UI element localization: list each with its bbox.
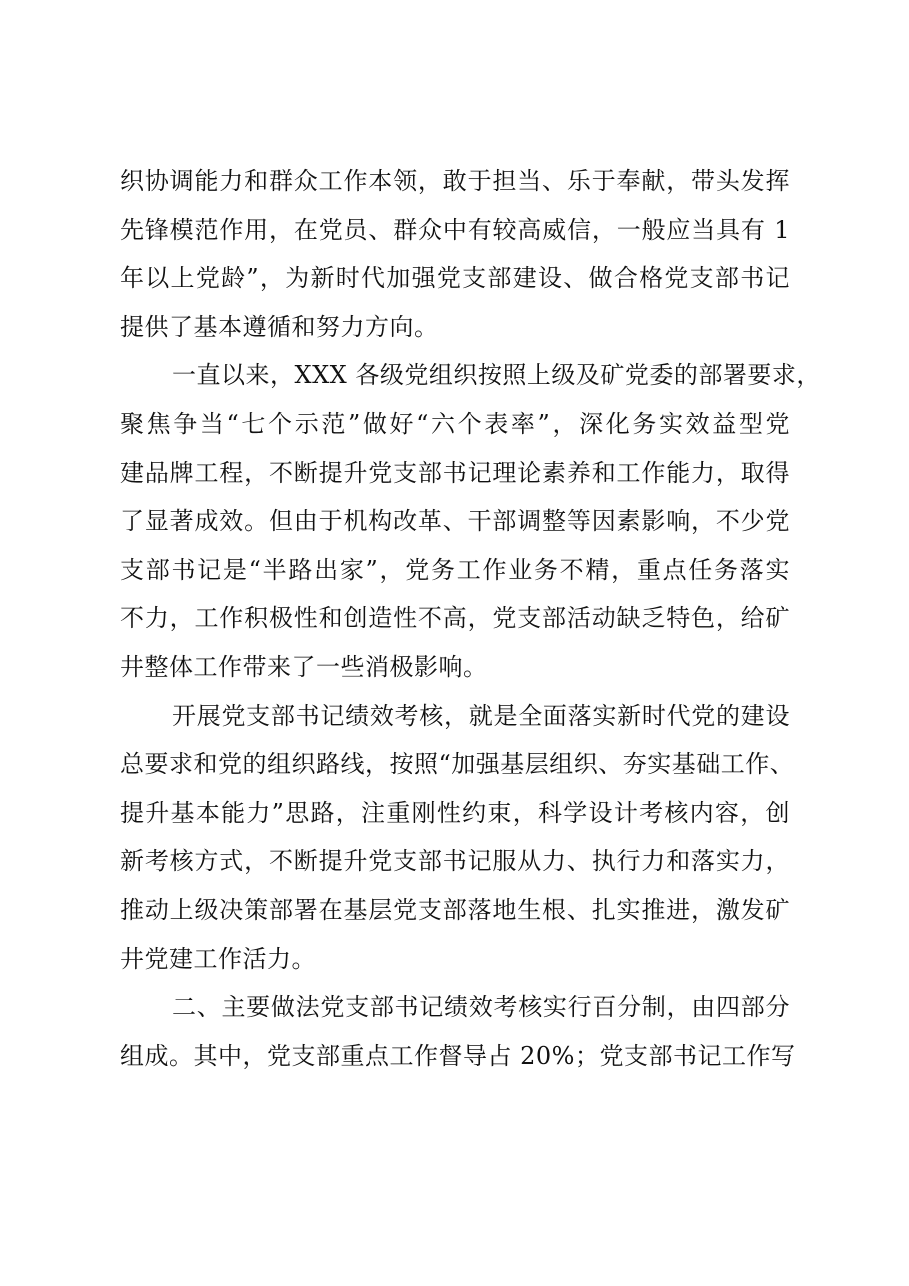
text-line: 提升基本能力”思路，注重刚性约束，科学设计考核内容，创: [120, 798, 790, 827]
text-line: 新考核方式，不断提升党支部书记服从力、执行力和落实力，: [120, 847, 790, 876]
text-line: 支部书记是“半路出家”，党务工作业务不精，重点任务落实: [120, 555, 790, 584]
text-line: 井整体工作带来了一些消极影响。: [120, 652, 488, 681]
text-line: 年以上党龄”，为新时代加强党支部建设、做合格党支部书记: [120, 264, 790, 293]
text-line: 织协调能力和群众工作本领，敢于担当、乐于奉献，带头发挥: [120, 167, 790, 195]
text-line: 了显著成效。但由于机构改革、干部调整等因素影响，不少党: [120, 507, 790, 536]
text-line: 一直以来，XXX 各级党组织按照上级及矿党委的部署要求，: [172, 361, 821, 390]
text-line: 建品牌工程，不断提升党支部书记理论素养和工作能力，取得: [120, 458, 790, 487]
text-line: 总要求和党的组织路线，按照“加强基层组织、夯实基础工作、: [120, 750, 795, 779]
text-line: 开展党支部书记绩效考核，就是全面落实新时代党的建设: [172, 701, 790, 730]
text-line: 组成。其中，党支部重点工作督导占 20%；党支部书记工作写: [120, 1041, 796, 1070]
text-line: 推动上级决策部署在基层党支部落地生根、扎实推进，激发矿: [120, 895, 790, 924]
paragraph-4: [120, 983, 796, 1080]
text-line: 聚焦争当“七个示范”做好“六个表率”，深化务实效益型党: [120, 409, 790, 438]
text-line: 井党建工作活力。: [120, 944, 316, 973]
paragraph-3: [120, 692, 795, 984]
paragraph-2: [120, 351, 821, 691]
text-line: 不力，工作积极性和创造性不高，党支部活动缺乏特色，给矿: [120, 604, 790, 633]
body-text: [120, 157, 821, 1080]
text-line: 先锋模范作用，在党员、群众中有较高威信，一般应当具有 1: [120, 215, 790, 244]
paragraph-1: [120, 157, 790, 351]
text-line: 提供了基本遵循和努力方向。: [120, 312, 439, 341]
text-line: 二、主要做法党支部书记绩效考核实行百分制，由四部分: [172, 993, 790, 1022]
